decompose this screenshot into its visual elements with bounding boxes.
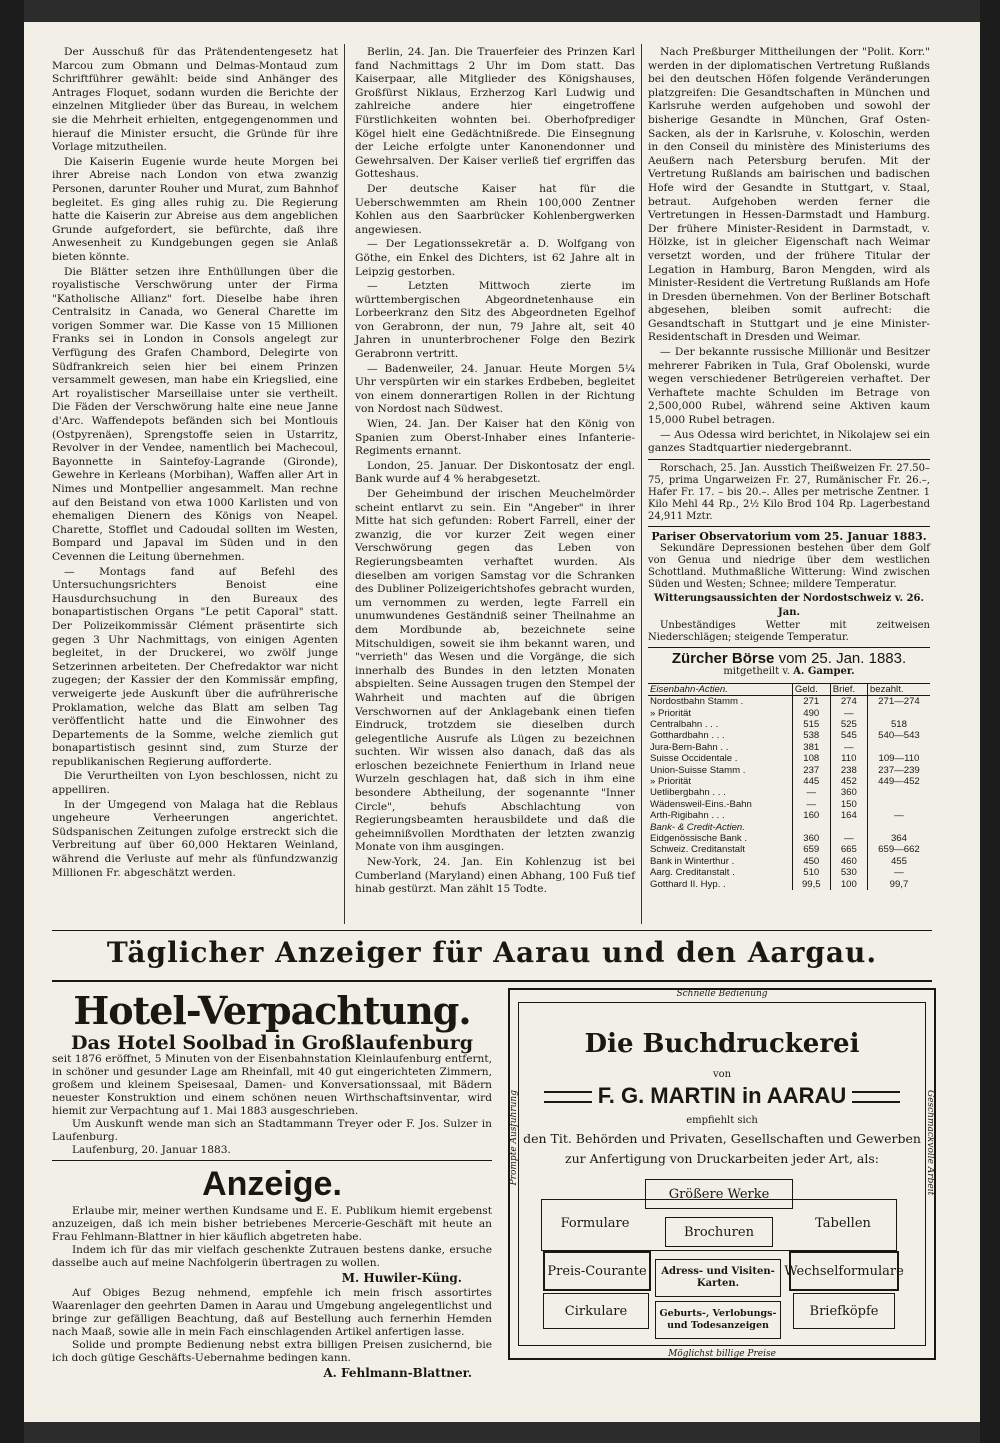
- boerse-row: [648, 810, 930, 821]
- boerse-cell-brief: 238: [830, 765, 867, 776]
- boerse-cell-brief: 360: [830, 787, 867, 798]
- boerse-cell-name: Gotthardbahn . . .: [650, 730, 725, 742]
- boerse-row: [648, 833, 930, 844]
- boerse-cell-bez: [867, 742, 930, 753]
- witterung-text: Unbeständiges Wetter mit zeitweisen Niederschlägen; steigende Temperatur.: [648, 619, 930, 643]
- boerse-col-bezahlt: bezahlt.: [867, 683, 930, 695]
- boerse-cell-name: » Priorität: [650, 707, 692, 719]
- boerse-cell-bez: 271—274: [867, 696, 930, 708]
- boerse-cell-name: Wädensweil-Eins.-Bahn: [650, 798, 752, 810]
- hotel-ad-date: Laufenburg, 20. Januar 1883.: [72, 1144, 231, 1156]
- boerse-cell-brief: 452: [830, 776, 867, 787]
- boerse-row: [648, 856, 930, 867]
- news-column-1: [52, 46, 338, 881]
- article-paragraph: Der Geheimbund der irischen Meuchelmörder scheint entlarvt zu sein. Ein "Angeber" in ihrer Mitte hat sich gefunden: Robert Farrell, einer der zwanzig, die vor kurzer Zeit wegen einer Verschwörung gegen das Leben von Regierungsbeamten verhaftet wurden. Als dieselben am vorigen Samstag vor die Schranken des Dubliner Polizeigerichtshofes gebracht wurden, um vernommen zu werden, legte Farrell ein unumwundenes Geständniß seiner Theilnahme an dem Mordbunde ab, bezeichnete seine Mitschuldigen, soweit sie ihm bekannt waren, und "verrieth" das Wesen und die Vorgänge, die sich innerhalb des Bundes in den letzten Monaten abspielten. Seine Aussagen trugen den Stempel der Wahrheit und machten auf die übrigen Verschwornen auf der Anklagebank einen tiefen Eindruck, trotzdem sie dieselben durch gelegentliche Ausrufe als Lügen zu bezeichnen suchten. Wir wissen also danach, daß das als erloschen bezeichnete Fenierthum in Irland neue Wurzeln geschlagen hat, daß sich in ihm eine besondere Abtheilung, der sogenannte "Inner Circle", behufs Abschlachtung von Regierungsbeamten herausbildete und daß die geheimnißvollen Mordthaten der letzten zwanzig Monate von ihm ausgingen.: [355, 488, 635, 854]
- anzeige-signature-1: M. Huwiler-Küng.: [341, 1271, 462, 1285]
- boerse-header-row: [648, 683, 930, 695]
- boerse-row: [648, 765, 930, 776]
- boerse-cell-name: Nordostbahn Stamm .: [650, 696, 744, 708]
- boerse-cell-geld: 445: [792, 776, 830, 787]
- boerse-cell-brief: 164: [830, 810, 867, 821]
- boerse-row: [648, 776, 930, 787]
- anzeige-title: Anzeige.: [202, 1165, 342, 1203]
- ornament-icon: [544, 1091, 592, 1103]
- boerse-cell-name: Eidgenössische Bank .: [650, 833, 748, 845]
- item-preis-courante: Preis-Courante: [543, 1251, 651, 1291]
- boerse-cell-bez: [867, 787, 930, 798]
- boerse-cell-brief: 100: [830, 879, 867, 890]
- boerse-cell-brief: 665: [830, 844, 867, 855]
- item-cirkulare: Cirkulare: [543, 1293, 649, 1329]
- boerse-row: [648, 787, 930, 798]
- boerse-cell-brief: 545: [830, 730, 867, 741]
- boerse-cell-name: Uetlibergbahn . . .: [650, 787, 726, 799]
- divider: [648, 459, 930, 460]
- boerse-cell-geld: 381: [792, 742, 830, 753]
- boerse-cell-bez: 659—662: [867, 844, 930, 855]
- boerse-cell-name: Union-Suisse Stamm .: [650, 764, 746, 776]
- boerse-cell-geld: 659: [792, 844, 830, 855]
- article-paragraph: Die Kaiserin Eugenie wurde heute Morgen bei ihrer Abreise nach London von etwa zwanzig Personen, darunter Rouher und Murat, zum Bahnhof begleitet. Es ging alles ruhig zu. Die Regierung hatte die Kaiserin zur Abreise aus dem angeblichen Grunde aufgefordert, sie befürchte, daß ihre Anwesenheit zu Kundgebungen gegen sie Anlaß bieten könnte.: [52, 155, 338, 263]
- boerse-cell-bez: 237—239: [867, 765, 930, 776]
- boerse-cell-geld: 450: [792, 856, 830, 867]
- item-brochuren: Brochuren: [665, 1217, 773, 1247]
- article-paragraph: Die Blätter setzen ihre Enthüllungen über die royalistische Verschwörung unter der Firma "Katholische Allianz" fort. Dieselbe habe ihren Centralsitz in Canada, wo General Charette im vorigen Sommer war. Die Kasse von 15 Millionen Franks sei in London in Consols angelegt zur Verfügung des Grafen Chambord, Delegirte von Südfrankreich seien hier bei einem Prinzen versammelt gewesen, man habe ein Kriegslied, eine Art royalistischer Marseillaise unter sie vertheilt. Die Fäden der Verschwörung halte eine neue Janne d'Arc. Waffendepots befänden sich bei Montlouis (Ostpyrenäen), Sprengstoffe seien in Ustarritz, Revolver in der Vendee, namentlich bei Machecoul, Bayonnette in Saintefoy-Lagrande (Gironde), Gewehre in Kerleans (Morbihan), Waffen aller Art in Nimes und Montpellier angesammelt. Man rechne auf den Beistand von etwa 1000 Karlisten und von ehemaligen Dienern des Königs von Neapel. Charette, Stofflet und Cadoudal sollten im Westen, Bompard und Japaval im Süden und in den Cevennen die Leitung übernehmen.: [52, 265, 338, 563]
- scan-right-margin: [980, 0, 1000, 1443]
- boerse-cell-bez: 109—110: [867, 753, 930, 764]
- divider: [648, 647, 930, 648]
- boerse-cell-geld: 237: [792, 765, 830, 776]
- ad-inner-frame: [518, 1002, 926, 1346]
- anzeige-signature-2: A. Fehlmann-Blattner.: [323, 1366, 472, 1380]
- boerse-cell-brief: —: [830, 833, 867, 844]
- boerse-cell-geld: 510: [792, 867, 830, 878]
- witterung-title: Witterungsaussichten der Nordostschweiz v. 26. Jan.: [654, 593, 924, 618]
- item-geburts-anzeigen: Geburts-, Verlobungs- und Todesanzeigen: [655, 1301, 781, 1339]
- news-column-3: [648, 46, 930, 890]
- boerse-cell-name: Jura-Bern-Bahn . .: [650, 741, 729, 753]
- boerse-section-row: [648, 822, 930, 833]
- article-paragraph: — Montags fand auf Befehl des Untersuchungsrichters Benoist eine Hausdurchsuchung in den Bureaux des bonapartistischen Organs "Le petit Caporal" statt. Der Polizeikommissär Clément präsentirte sich gegen 3 Uhr Nachmittags, von einigen Agenten begleitet, in der Druckerei, wo zwölf junge Setzerinnen arbeiteten. Der Chefredaktor war nicht zugegen; der Kassier der den Kommissär empfing, verweigerte jede Auskunft über die aufrührerische Proklamation, welche das Blatt am selben Tag veröffentlicht hatte und die Einwohner des Departements de la Somme, welche ziemlich gut bonapartistisch gesinnt sind, zum Sturze der republikanischen Regierung aufforderte.: [52, 565, 338, 768]
- boerse-cell-bez: 449—452: [867, 776, 930, 787]
- buchdruckerei-von: von: [712, 1069, 732, 1080]
- rorschach-market: Rorschach, 25. Jan. Ausstich Theißweizen Fr. 27.50–75, prima Ungarweizen Fr. 27, Rumänischer Fr. 26.–, Hafer Fr. 17. – bis 20.–. Alles per metrische Zentner. 1 Kilo Mehl 44 Rp., 2½ Kilo Brod 104 Rp. Lagerbestand 24,911 Mztr.: [648, 462, 930, 522]
- boerse-row: [648, 753, 930, 764]
- boerse-cell-name: Bank- & Credit-Actien.: [650, 821, 745, 833]
- boerse-cell-name: Centralbahn . . .: [650, 719, 719, 730]
- boerse-row: [648, 696, 930, 708]
- ad-frame-left-text: Prompte Ausführung: [509, 1090, 519, 1186]
- anzeige-text-4: Solide und prompte Bedienung nebst extra billigen Preisen zusichernd, bie ich doch gütige Geschäfts-Uebernahme bedingen kann.: [52, 1339, 492, 1364]
- item-adress-visiten: Adress- und Visiten-Karten.: [655, 1259, 781, 1297]
- column-rule-2: [641, 44, 642, 924]
- boerse-cell-brief: 525: [830, 719, 867, 730]
- item-wechselformulare: Wechselformulare: [789, 1251, 899, 1291]
- boerse-cell-bez: 540—543: [867, 730, 930, 741]
- boerse-cell-geld: —: [792, 787, 830, 798]
- boerse-cell-name: Schweiz. Creditanstalt: [650, 844, 745, 856]
- boerse-row: [648, 742, 930, 753]
- masthead: Täglicher Anzeiger für Aarau und den Aargau.: [106, 936, 878, 969]
- hotel-ad-text: seit 1876 eröffnet, 5 Minuten von der Eisenbahnstation Kleinlaufenburg entfernt, in schöner und gesunder Lage am Rheinfall, mit 40 gut eingerichteten Zimmern, großem und kleinem Speisesaal, Damen- und Konversationssaal, mit Bädern neuester Konstruktion und einem schönen neuen Wirthschaftsinventar, wird hiemit zur Verpachtung auf 1. Mai 1883 ausgeschrieben.: [52, 1053, 492, 1117]
- boerse-credit-label: mitgetheilt v.: [723, 666, 790, 678]
- buchdruckerei-line-2: zur Anfertigung von Druckarbeiten jeder Art, als:: [565, 1151, 879, 1166]
- boerse-cell-brief: —: [830, 708, 867, 719]
- item-formulare: Formulare: [560, 1215, 630, 1231]
- article-paragraph: — Der Legationssekretär a. D. Wolfgang von Göthe, ein Enkel des Dichters, ist 62 Jahre alt in Leipzig gestorben.: [355, 238, 635, 278]
- divider: [52, 1160, 492, 1161]
- boerse-cell-brief: 274: [830, 696, 867, 708]
- boerse-cell-name: » Priorität: [650, 776, 692, 788]
- boerse-cell-brief: 460: [830, 856, 867, 867]
- boerse-cell-name: Bank in Winterthur .: [650, 855, 735, 867]
- boerse-cell-geld: 490: [792, 708, 830, 719]
- boerse-cell-bez: [867, 822, 930, 833]
- boerse-cell-bez: —: [867, 810, 930, 821]
- boerse-col-name: Eisenbahn-Actien.: [648, 683, 792, 695]
- article-paragraph: New-York, 24. Jan. Ein Kohlenzug ist bei Cumberland (Maryland) einen Abhang, 100 Fuß tief hinab gestürzt. Man zählt 15 Todte.: [355, 856, 635, 896]
- boerse-row: [648, 879, 930, 890]
- boerse-row: [648, 844, 930, 855]
- boerse-cell-geld: [792, 822, 830, 833]
- boerse-row: [648, 799, 930, 810]
- boerse-date: vom 25. Jan. 1883.: [778, 649, 907, 667]
- boerse-name: Zürcher Börse: [671, 649, 775, 667]
- boerse-cell-bez: 518: [867, 719, 930, 730]
- boerse-cell-bez: 455: [867, 856, 930, 867]
- boerse-cell-name: Arth-Rigibahn . . .: [650, 810, 725, 822]
- boerse-row: [648, 730, 930, 741]
- observatorium-title: Pariser Observatorium vom 25. Januar 1883.: [651, 529, 927, 543]
- boerse-cell-bez: 99,7: [867, 879, 930, 890]
- boerse-col-geld: Geld.: [792, 683, 830, 695]
- boerse-cell-bez: [867, 799, 930, 810]
- item-tabellen: Tabellen: [815, 1215, 871, 1231]
- boerse-cell-geld: 360: [792, 833, 830, 844]
- section-rule: [52, 930, 932, 931]
- boerse-cell-brief: 150: [830, 799, 867, 810]
- left-advertisements: [52, 985, 492, 1380]
- boerse-cell-geld: 538: [792, 730, 830, 741]
- boerse-cell-bez: [867, 708, 930, 719]
- ad-frame-top-text: Schnelle Bedienung: [676, 989, 768, 999]
- item-briefkoepfe: Briefköpfe: [793, 1293, 895, 1329]
- buchdruckerei-firm: [519, 1083, 925, 1109]
- boerse-cell-name: Gotthard II. Hyp. .: [650, 878, 726, 890]
- article-paragraph: — Badenweiler, 24. Januar. Heute Morgen 5¼ Uhr verspürten wir ein starkes Erdbeben, begleitet von einem donnerartigen Rollen in der Richtung von Nordost nach Südwest.: [355, 362, 635, 416]
- article-paragraph: In der Umgegend von Malaga hat die Reblaus ungeheure Verheerungen angerichtet. Südspanischen Zeitungen zufolge erstreckt sich die Verbreitung auf über 60,000 Hektaren Weinland, während die Verluste auf mehr als fünfundzwanzig Millionen Fr. abgeschätzt werden.: [52, 798, 338, 879]
- hotel-ad-subtitle: Das Hotel Soolbad in Großlaufenburg: [70, 1032, 473, 1054]
- boerse-cell-brief: 530: [830, 867, 867, 878]
- article-paragraph: Die Verurtheilten von Lyon beschlossen, nicht zu appelliren.: [52, 770, 338, 797]
- buchdruckerei-title: Die Buchdruckerei: [584, 1029, 860, 1059]
- boerse-row: [648, 708, 930, 719]
- boerse-cell-geld: 99,5: [792, 879, 830, 890]
- article-paragraph: — Aus Odessa wird berichtet, in Nikolajew sei ein ganzes Stadtquartier niedergebrannt.: [648, 428, 930, 455]
- anzeige-text-3: Auf Obiges Bezug nehmend, empfehle ich mein frisch assortirtes Waarenlager den geehrten Damen in Aarau und Umgebung angelegentlichst und bringe zur gefälligen Beachtung, daß auf Bestellung auch fernerhin Hemden nach Maaß, sowie alle in mein Fach einschlagenden Artikel anfertigen lasse.: [52, 1287, 492, 1338]
- boerse-credit: [648, 665, 930, 679]
- article-paragraph: Der Ausschuß für das Prätendentengesetz hat Marcou zum Obmann und Delmas-Montaud zum Schriftführer gewählt: beide sind Anhänger des Antrages Floquet, sodann wurden die Berichte der einzelnen Mitglieder über das Bureau, in welchem sie die Mehrheit erhielten, entgegengenommen und hierauf die Minister ersucht, die Gründe für ihre Vorlage mitzutheilen.: [52, 46, 338, 154]
- boerse-cell-geld: 271: [792, 696, 830, 708]
- boerse-cell-name: Aarg. Creditanstalt .: [650, 867, 735, 879]
- article-paragraph: Nach Preßburger Mittheilungen der "Polit. Korr." werden in der diplomatischen Vertretung Rußlands bei den deutschen Höfen folgende Veränderungen platzgreifen: Die Gesandtschaften in München und Karlsruhe werden aufgehoben und sowohl der bisherige Gesandte in München, Graf Osten-Sacken, als der in Karlsruhe, v. Koloschin, werden in den Conseil du ministère des Ministeriums des Aeußern nach Petersburg berufen. Mit der Vertretung Rußlands am bairischen und badischen Hofe wird der Gesandte in Stuttgart, v. Staal, betraut. Aufgehoben werden ferner die Vertretungen in Hessen-Darmstadt und Hamburg. Der frühere Minister-Resident in Darmstadt, v. Hölzke, ist in gleicher Eigenschaft nach Weimar versetzt worden, und der frühere Titular der Legation in Hamburg, Baron Mengden, wird als Minister-Resident die Vertretung Rußlands am Hofe in Dresden übernehmen. Von der Berliner Botschaft abgesehen, bleiben somit aufrecht: die Gesandtschaft in Stuttgart und je eine Minister-Residentschaft in Dresden und Weimar.: [648, 46, 930, 344]
- anzeige-text-2: Indem ich für das mir vielfach geschenkte Zutrauen bestens danke, ersuche dasselbe auch auf meine Nachfolgerin übertragen zu wollen.: [52, 1244, 492, 1269]
- boerse-cell-brief: [830, 822, 867, 833]
- anzeige-text-1: Erlaube mir, meiner werthen Kundsame und E. E. Publikum hiemit ergebenst anzuzeigen, daß ich mein bisher betriebenes Mercerie-Geschäft mit heute an Frau Fehlmann-Blattner in hier käuflich abgetreten habe.: [52, 1205, 492, 1243]
- article-paragraph: Der deutsche Kaiser hat für die Ueberschwemmten am Rhein 100,000 Zentner Kohlen aus den Saarbrücker Kohlenbergwerken angewiesen.: [355, 182, 635, 236]
- boerse-cell-geld: 108: [792, 753, 830, 764]
- column-rule-1: [344, 44, 345, 924]
- boerse-cell-geld: 515: [792, 719, 830, 730]
- article-paragraph: London, 25. Januar. Der Diskontosatz der engl. Bank wurde auf 4 % herabgesetzt.: [355, 459, 635, 486]
- article-paragraph: Wien, 24. Jan. Der Kaiser hat den König von Spanien zum Oberst-Inhaber eines Infanterie-Regiments ernannt.: [355, 418, 635, 458]
- item-groessere-werke: Größere Werke: [645, 1179, 793, 1209]
- boerse-table: [648, 683, 930, 890]
- boerse-cell-name: Suisse Occidentale .: [650, 753, 738, 765]
- buchdruckerei-line-1: den Tit. Behörden und Privaten, Gesellschaften und Gewerben: [523, 1131, 921, 1146]
- boerse-row: [648, 719, 930, 730]
- observatorium-text: Sekundäre Depressionen bestehen über dem Golf von Genua und niedrige über dem westlichen Schottland. Muthmaßliche Witterung: Wind zwischen Süden und Westen; Schnee; mildere Temperatur.: [648, 543, 930, 591]
- buchdruckerei-ad: [508, 988, 936, 1360]
- firm-name: F. G. MARTIN in AARAU: [597, 1083, 847, 1108]
- boerse-credit-name: A. Gamper.: [793, 666, 855, 678]
- boerse-cell-brief: 110: [830, 753, 867, 764]
- boerse-col-brief: Brief.: [830, 683, 867, 695]
- boerse-title: [648, 649, 930, 667]
- news-column-2: [355, 46, 635, 898]
- article-paragraph: — Der bekannte russische Millionär und Besitzer mehrerer Fabriken in Tula, Graf Obolenski, wurde wegen verschiedener Betrügereien verhaftet. Der Verhaftete machte Schulden im Betrage von 2,500,000 Rubel, während seine Aktiven kaum 15,000 Rubel betragen.: [648, 346, 930, 427]
- hotel-ad-contact: Um Auskunft wende man sich an Stadtammann Treyer oder F. Jos. Sulzer in Laufenburg.: [52, 1118, 492, 1143]
- boerse-cell-geld: —: [792, 799, 830, 810]
- boerse-cell-bez: 364: [867, 833, 930, 844]
- boerse-row: [648, 867, 930, 878]
- boerse-cell-bez: —: [867, 867, 930, 878]
- ad-frame-bottom-text: Möglichst billige Preise: [668, 1349, 776, 1359]
- article-paragraph: — Letzten Mittwoch zierte im württembergischen Abgeordnetenhause ein Lorbeerkranz den Sitz des Abgeordneten Egelhof von Gerabronn, der nun, 79 Jahre alt, seit 40 Jahren in ununterbrochener Folge den Bezirk Gerabronn vertritt.: [355, 280, 635, 361]
- divider: [648, 526, 930, 527]
- article-paragraph: Berlin, 24. Jan. Die Trauerfeier des Prinzen Karl fand Nachmittags 2 Uhr im Dom statt. Das Kaiserpaar, alle Mitglieder des Königshauses, Großfürst Niklaus, Erzherzog Karl Ludwig und zahlreiche andere hier eingetroffene Fürstlichkeiten wohnten bei. Oberhofprediger Kögel hielt eine Gedächtnißrede. Die Einsegnung der Leiche erfolgte unter Kanonendonner und Gewehrsalven. Der Kaiser verließ tief ergriffen das Gotteshaus.: [355, 46, 635, 181]
- ad-frame-right-text: Geschmackvolle Arbeit: [925, 1090, 935, 1196]
- scan-left-margin: [0, 0, 24, 1443]
- ornament-icon: [852, 1091, 900, 1103]
- buchdruckerei-empfiehlt: empfiehlt sich: [686, 1115, 758, 1126]
- boerse-cell-geld: 160: [792, 810, 830, 821]
- section-rule-thick: [52, 980, 932, 982]
- hotel-ad-title: Hotel-Verpachtung.: [73, 988, 471, 1033]
- boerse-cell-brief: —: [830, 742, 867, 753]
